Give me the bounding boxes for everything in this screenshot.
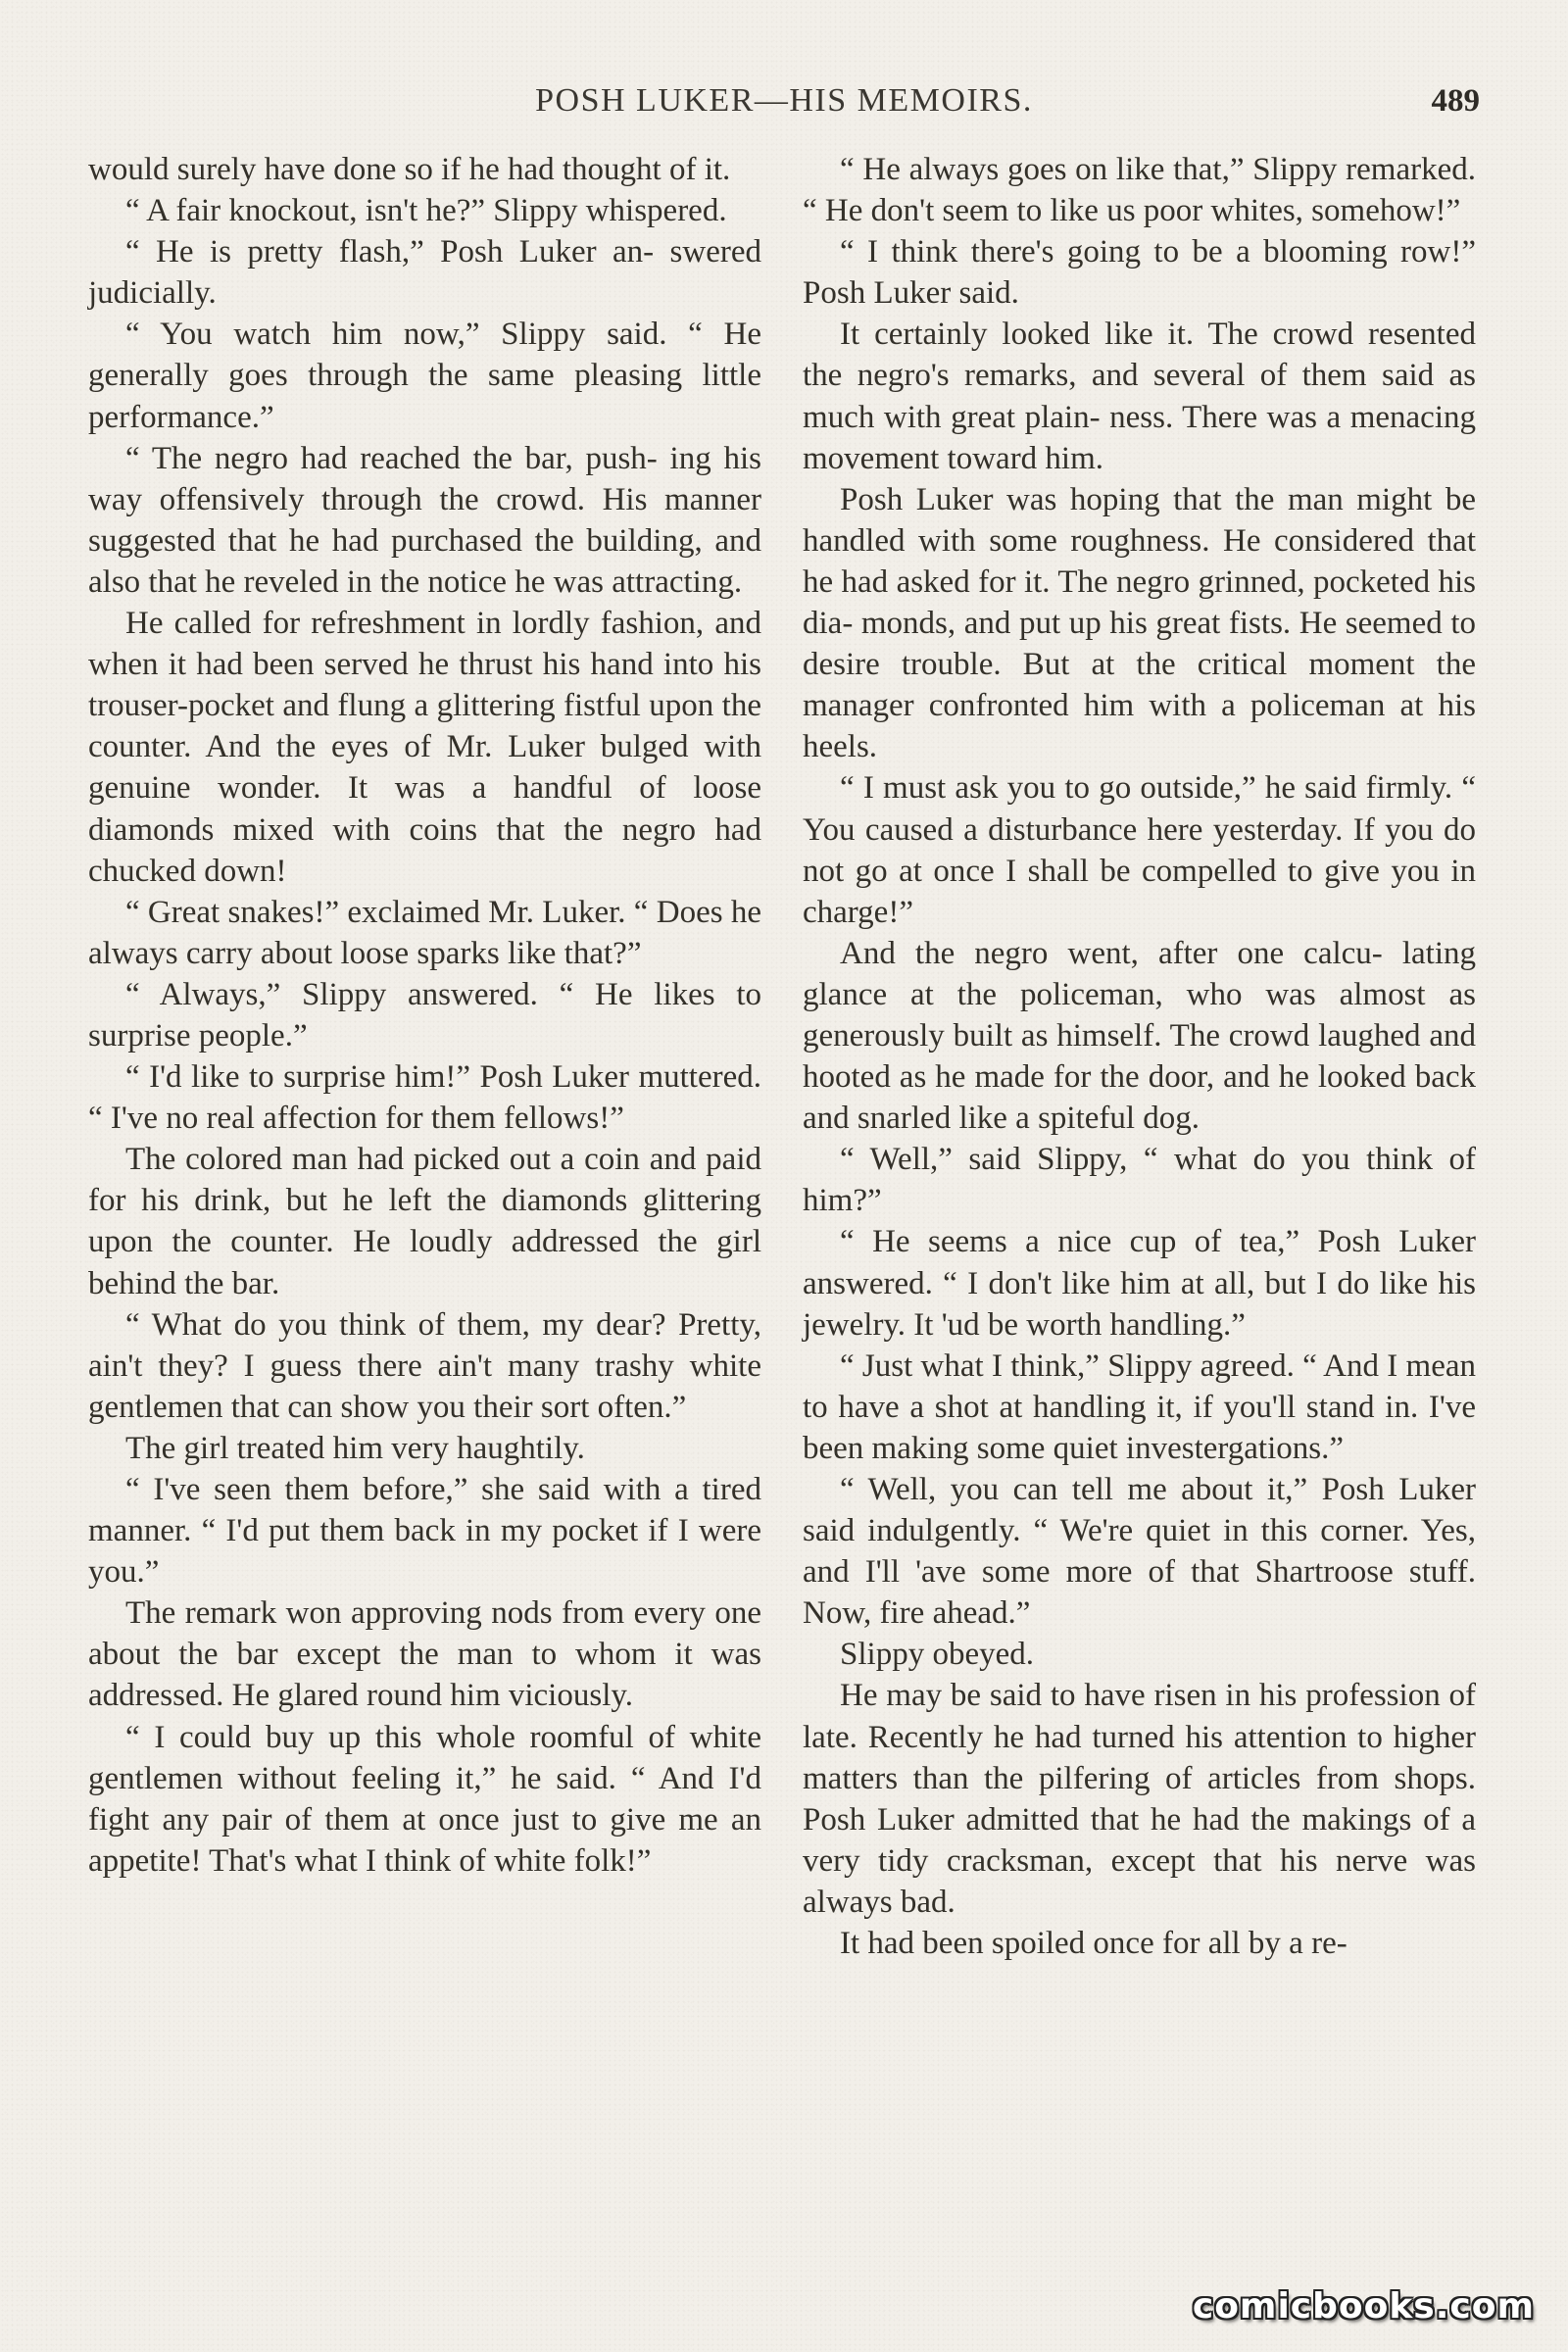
paragraph: The colored man had picked out a coin and paid for his drink, but he left the diamonds glittering upon the counter. He loudly addressed the girl behind the bar. — [88, 1142, 761, 1301]
page-number: 489 — [1431, 83, 1480, 119]
paragraph: “ I've seen them before,” she said with a tired manner. “ I'd put them back in my pocket if I were you.” — [88, 1472, 761, 1591]
paragraph: “ A fair knockout, isn't he?” Slippy whispered. — [125, 193, 727, 229]
paragraph: “ The negro had reached the bar, push- ing his way offensively through the crowd. His manner suggested that he had purchased the building, and also that he reveled in the notice he was attracting. — [88, 440, 761, 600]
watermark: comicbooks.com — [1192, 2286, 1535, 2327]
right-column — [803, 149, 1476, 1964]
paragraph: “ Always,” Slippy answered. “ He likes to surprise people.” — [88, 976, 761, 1054]
paragraph: “ I could buy up this whole roomful of white gentlemen without feeling it,” he said. “ And I'd fight any pair of them at once just to give me an appetite! That's what I think of white folk!” — [88, 1719, 761, 1879]
paragraph: It had been spoiled once for all by a re- — [840, 1926, 1348, 1962]
left-column — [88, 149, 761, 1882]
paragraph: “ He is pretty flash,” Posh Luker an- swered judicially. — [88, 234, 761, 312]
paragraph: Posh Luker was hoping that the man might be handled with some roughness. He considered that he had asked for it. The negro grinned, pocketed his dia- monds, and put up his great fists. He seemed to desire trouble. But at the critical moment the manager confronted him with a policeman at his heels. — [803, 481, 1476, 765]
paragraph: And the negro went, after one calcu- lating glance at the policeman, who was almost as generously built as himself. The crowd laughed and hooted as he made for the door, and he looked back and snarled like a spiteful dog. — [803, 935, 1476, 1137]
paragraph: The remark won approving nods from every one about the bar except the man to whom it was addressed. He glared round him viciously. — [88, 1595, 761, 1714]
paragraph: “ Great snakes!” exclaimed Mr. Luker. “ Does he always carry about loose sparks like that?” — [88, 894, 761, 971]
paragraph: “ Well,” said Slippy, “ what do you think of him?” — [803, 1142, 1476, 1219]
paragraph: “ He always goes on like that,” Slippy remarked. “ He don't seem to like us poor whites, somehow!” — [803, 152, 1476, 229]
paragraph: “ You watch him now,” Slippy said. “ He generally goes through the same pleasing little performance.” — [88, 317, 761, 435]
paragraph: It certainly looked like it. The crowd resented the negro's remarks, and several of them said as much with great plain- ness. There was a menacing movement toward him. — [803, 317, 1476, 476]
paragraph: Slippy obeyed. — [840, 1637, 1034, 1673]
paragraph: would surely have done so if he had thought of it. — [88, 152, 731, 187]
paragraph: “ I think there's going to be a blooming row!” Posh Luker said. — [803, 234, 1476, 312]
paragraph: “ I'd like to surprise him!” Posh Luker muttered. “ I've no real affection for them fellows!” — [88, 1059, 761, 1137]
paragraph: “ I must ask you to go outside,” he said firmly. “ You caused a disturbance here yesterday. If you do not go at once I shall be compelled to give you in charge!” — [803, 770, 1476, 930]
paragraph: “ He seems a nice cup of tea,” Posh Luker answered. “ I don't like him at all, but I do like his jewelry. It 'ud be worth handling.” — [803, 1224, 1476, 1343]
running-title: POSH LUKER—HIS MEMOIRS. — [535, 82, 1033, 119]
running-head — [88, 76, 1480, 125]
paragraph: He may be said to have risen in his profession of late. Recently he had turned his attention to higher matters than the pilfering of articles from shops. Posh Luker admitted that he had the makings of a very tidy cracksman, except that his nerve was always bad. — [803, 1678, 1476, 1920]
paragraph: “ Well, you can tell me about it,” Posh Luker said indulgently. “ We're quiet in this corner. Yes, and I'll 'ave some more of that Shartroose stuff. Now, fire ahead.” — [803, 1472, 1476, 1632]
paragraph: “ What do you think of them, my dear? Pretty, ain't they? I guess there ain't many trashy white gentlemen that can show you their sort often.” — [88, 1306, 761, 1425]
paragraph: The girl treated him very haughtily. — [125, 1430, 585, 1466]
paragraph: He called for refreshment in lordly fashion, and when it had been served he thrust his hand into his trouser-pocket and flung a glittering fistful upon the counter. And the eyes of Mr. Luker bulged with genuine wonder. It was a handful of loose diamonds mixed with coins that the negro had chucked down! — [88, 606, 761, 889]
paragraph: “ Just what I think,” Slippy agreed. “ And I mean to have a shot at handling it, if you'll stand in. I've been making some quiet investergations.” — [803, 1348, 1476, 1466]
